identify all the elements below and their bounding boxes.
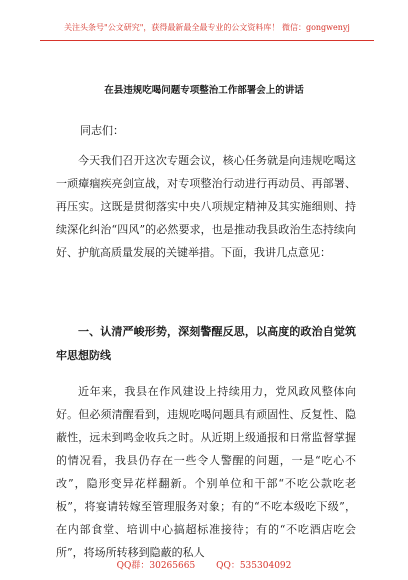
greeting: 同志们： bbox=[80, 124, 124, 137]
page-header: 关注头条号"公文研究"，获得最新最全最专业的公文资料库！ 微信：gongwenyj bbox=[40, 22, 374, 41]
paragraph-situation: 近年来，我县在作风建设上持续用力，党风政风整体向好。但必须清醒看到，违规吃喝问题具有顽固性、反复性、隐蔽性，远未到鸣金收兵之时。从近期上级通报和日常监督掌握的情况看，我县仍存在一些令人警醒的问题，一是“吃心不改”，隐形变异花样翻新。个别单位和干部“不吃公款吃老板”，将宴请转嫁至管理服务对象；有的“不吃本级吃下级”，在内部食堂、培训中心搞超标准接待；有的“不吃酒店吃会所”，将场所转移到隐蔽的私人 bbox=[56, 385, 356, 559]
page-footer bbox=[0, 558, 408, 571]
paragraph-intro: 今天我们召开这次专题会议，核心任务就是向违规吃喝这一顽瘴痼疾亮剑宣战，对专项整治行动进行再动员、再部署、再压实。这既是贯彻落实中央八项规定精神及其实施细则、持续深化纠治“四风”的必然要求，也是推动我县政治生态持续向好、护航高质量发展的关键举措。下面，我讲几点意见： bbox=[56, 154, 356, 259]
document-title: 在县违规吃喝问题专项整治工作部署会上的讲话 bbox=[104, 85, 304, 96]
section-heading-1: 一、认清严峻形势，深刻警醒反思，以高度的政治自觉筑牢思想防线 bbox=[56, 325, 356, 362]
footer-qq: QQ：535304092 bbox=[216, 561, 292, 571]
footer-qq-group: QQ群：30265665 bbox=[116, 561, 196, 571]
